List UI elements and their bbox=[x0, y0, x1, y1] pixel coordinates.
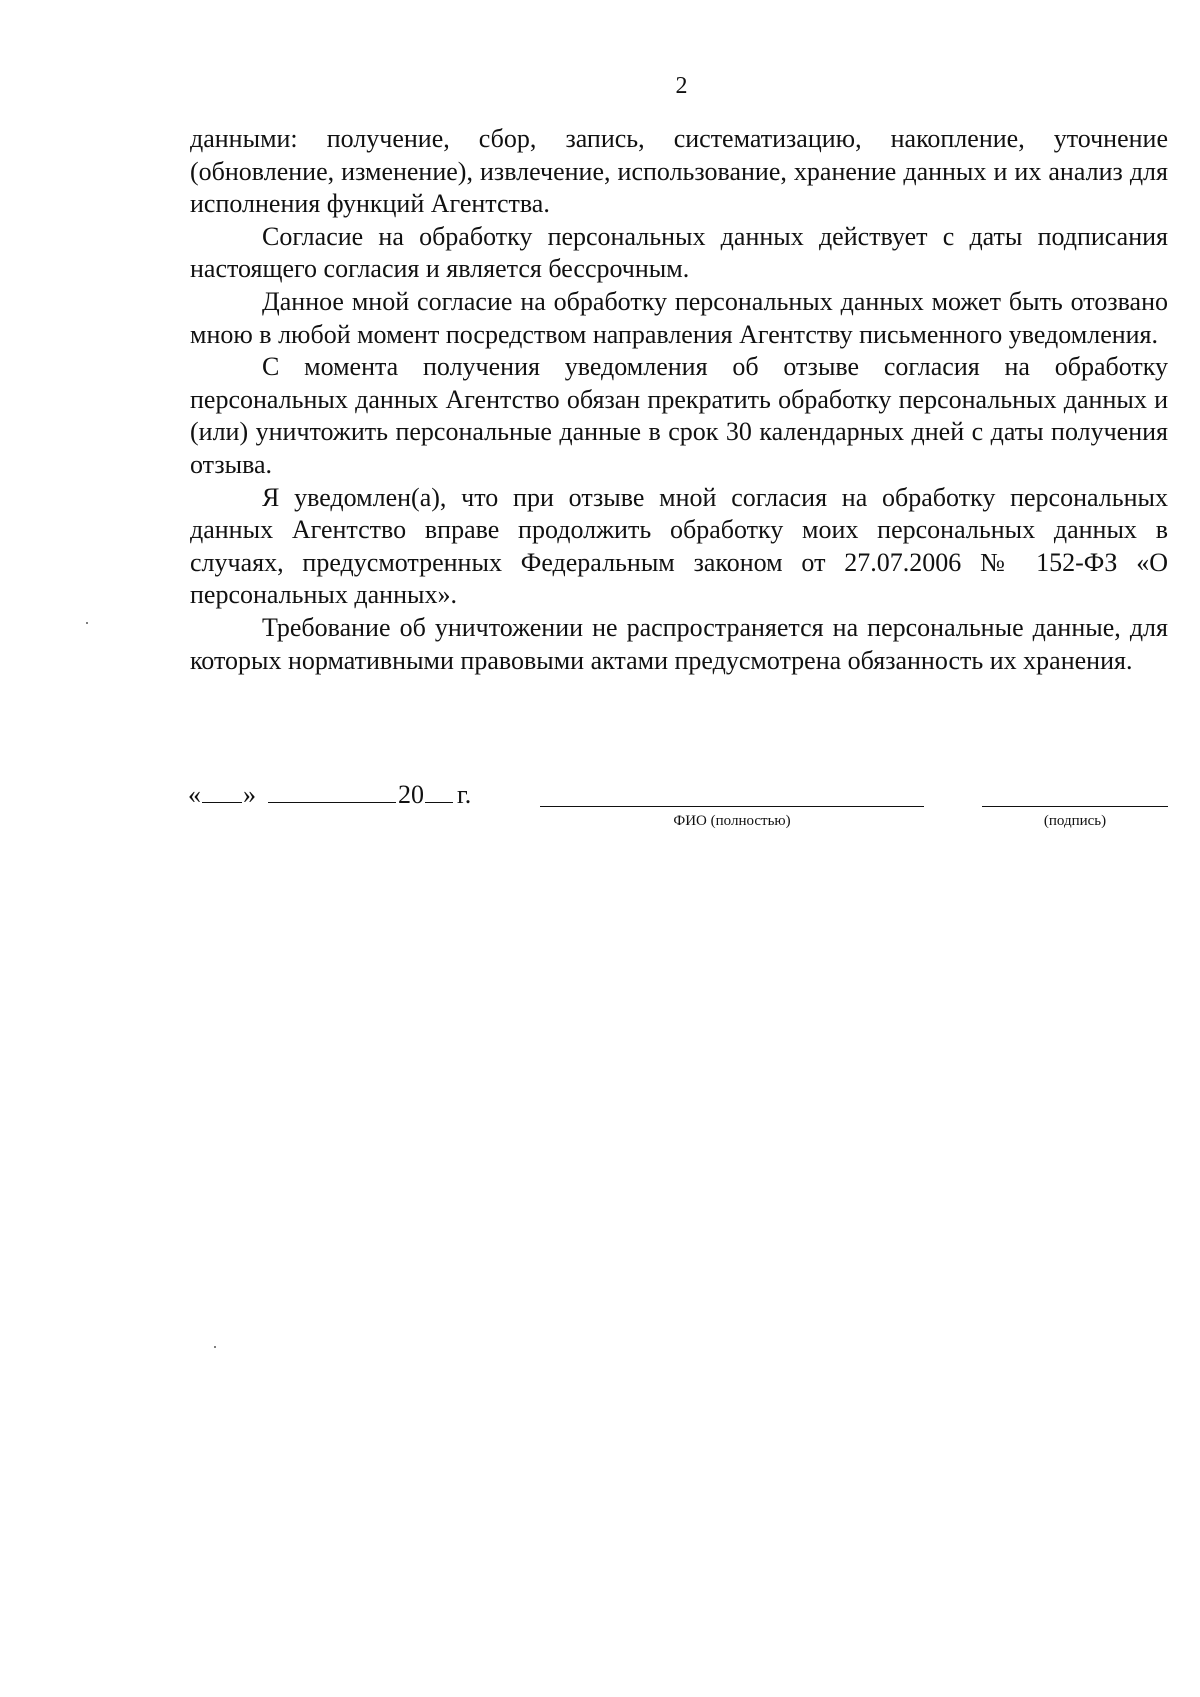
consent-body-text bbox=[190, 123, 1168, 677]
paragraph-processing-actions: данными: получение, сбор, запись, систематизацию, накопление, уточнение (обновление, изменение), извлечение, использование, хранение данных и их анализ для исполнения функций Агентства. bbox=[190, 124, 1168, 219]
signature-caption: (подпись) bbox=[1043, 813, 1107, 829]
page-number: 2 bbox=[675, 73, 688, 99]
paragraph-revocation-notice: Я уведомлен(а), что при отзыве мной согласия на обработку персональных данных Агентство вправе продолжить обработку моих персональных данных в случаях, предусмотренных Федеральным законом от 27.07.2006 № 152-ФЗ «О персональных данных». bbox=[190, 482, 1168, 610]
fio-signature-line bbox=[540, 806, 924, 807]
paragraph-consent-duration: Согласие на обработку персональных данных действует с даты подписания настоящего согласия и является бессрочным. bbox=[190, 221, 1168, 284]
date-open-quote: « bbox=[188, 780, 201, 809]
signature-line bbox=[982, 806, 1168, 807]
paragraph-destruction-exception: Требование об уничтожении не распространяется на персональные данные, для которых нормативными правовыми актами предусмотрена обязанность их хранения. bbox=[190, 612, 1168, 675]
scan-speck bbox=[214, 1346, 216, 1348]
fio-caption: ФИО (полностью) bbox=[673, 813, 791, 829]
scan-speck bbox=[86, 622, 88, 624]
year-prefix: 20 bbox=[398, 780, 424, 809]
date-close-quote: » bbox=[243, 780, 256, 809]
year-suffix: г. bbox=[457, 780, 472, 809]
paragraph-consent-revocation: Данное мной согласие на обработку персональных данных может быть отозвано мною в любой момент посредством направления Агентству письменного уведомления. bbox=[190, 286, 1168, 349]
date-field bbox=[188, 780, 471, 810]
day-blank bbox=[202, 780, 242, 803]
year-blank bbox=[425, 780, 453, 803]
month-blank bbox=[268, 780, 396, 803]
paragraph-processing-termination: С момента получения уведомления об отзыве согласия на обработку персональных данных Агентство обязан прекратить обработку персональных данных и (или) уничтожить персональные данные в срок 30 календарных дней с даты получения отзыва. bbox=[190, 352, 1168, 479]
